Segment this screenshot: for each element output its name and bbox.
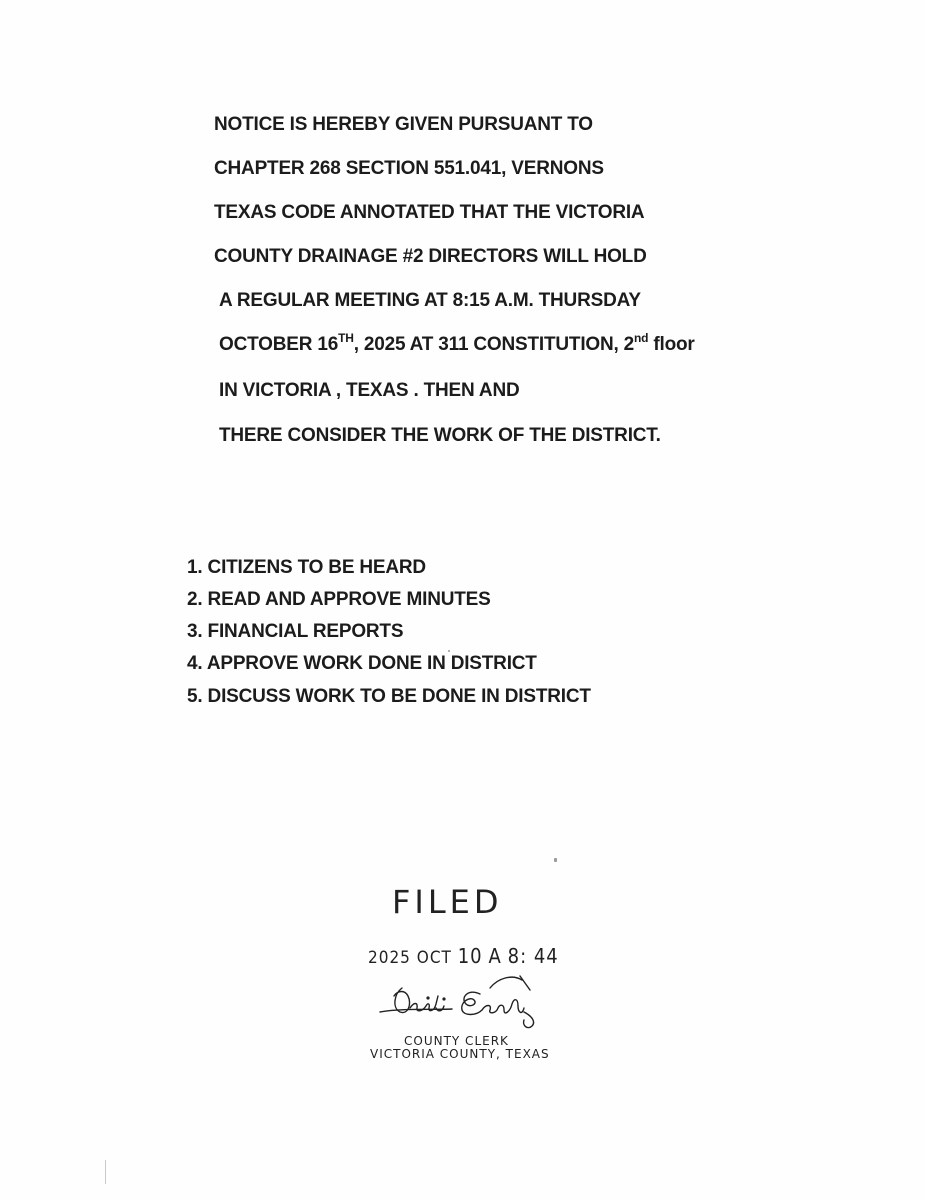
stamp-year: 2025 [368,948,411,968]
agenda-text: READ AND APPROVE MINUTES [207,589,491,610]
scan-speck [105,1160,106,1184]
stamp-date [368,944,559,968]
stamp-ampm: A [488,944,502,968]
notice-line-3: TEXAS CODE ANNOTATED THAT THE VICTORIA [214,202,645,223]
agenda-text: CITIZENS TO BE HEARD [207,557,426,578]
agenda-number: 5. [187,686,203,707]
date-sup-1: TH [338,331,354,345]
stamp-county: VICTORIA COUNTY, TEXAS [370,1047,550,1061]
stamp-filed: FILED [392,883,503,921]
date-sup-2: nd [634,331,649,345]
agenda-item-2 [187,589,491,611]
stamp-time: 8: 44 [507,944,559,968]
notice-line-1: NOTICE IS HEREBY GIVEN PURSUANT TO [214,114,593,135]
date-part-2: , 2025 AT 311 CONSTITUTION, 2 [353,334,635,355]
agenda-item-5 [187,686,591,708]
notice-line-date [219,331,695,356]
agenda-number: 3. [187,621,203,642]
agenda-text: DISCUSS WORK TO BE DONE IN DISTRICT [207,686,591,707]
agenda-item-3 [187,621,403,643]
agenda-number: 1. [187,557,203,578]
stamp-day: 10 [457,944,483,968]
date-part-3: floor [648,334,695,355]
notice-line-6: IN VICTORIA , TEXAS . THEN AND [219,380,520,401]
agenda-text: FINANCIAL REPORTS [207,621,404,642]
stamp-month: OCT [416,948,452,968]
agenda-item-1 [187,557,426,579]
notice-line-4: COUNTY DRAINAGE #2 DIRECTORS WILL HOLD [214,246,647,267]
scan-speck [554,858,557,862]
clerk-signature [372,968,542,1040]
agenda-number: 4. [187,653,203,674]
agenda-number: 2. [187,589,203,610]
notice-line-7: THERE CONSIDER THE WORK OF THE DISTRICT. [219,425,661,446]
notice-line-5: A REGULAR MEETING AT 8:15 A.M. THURSDAY [219,290,641,311]
agenda-item-4 [187,653,537,675]
agenda-text: APPROVE WORK DONE IN DISTRICT [206,653,537,674]
stamp-clerk-title: COUNTY CLERK [404,1034,509,1048]
scan-speck [448,650,450,652]
date-part-1: OCTOBER 16 [219,334,339,355]
notice-line-2: CHAPTER 268 SECTION 551.041, VERNONS [214,158,604,179]
